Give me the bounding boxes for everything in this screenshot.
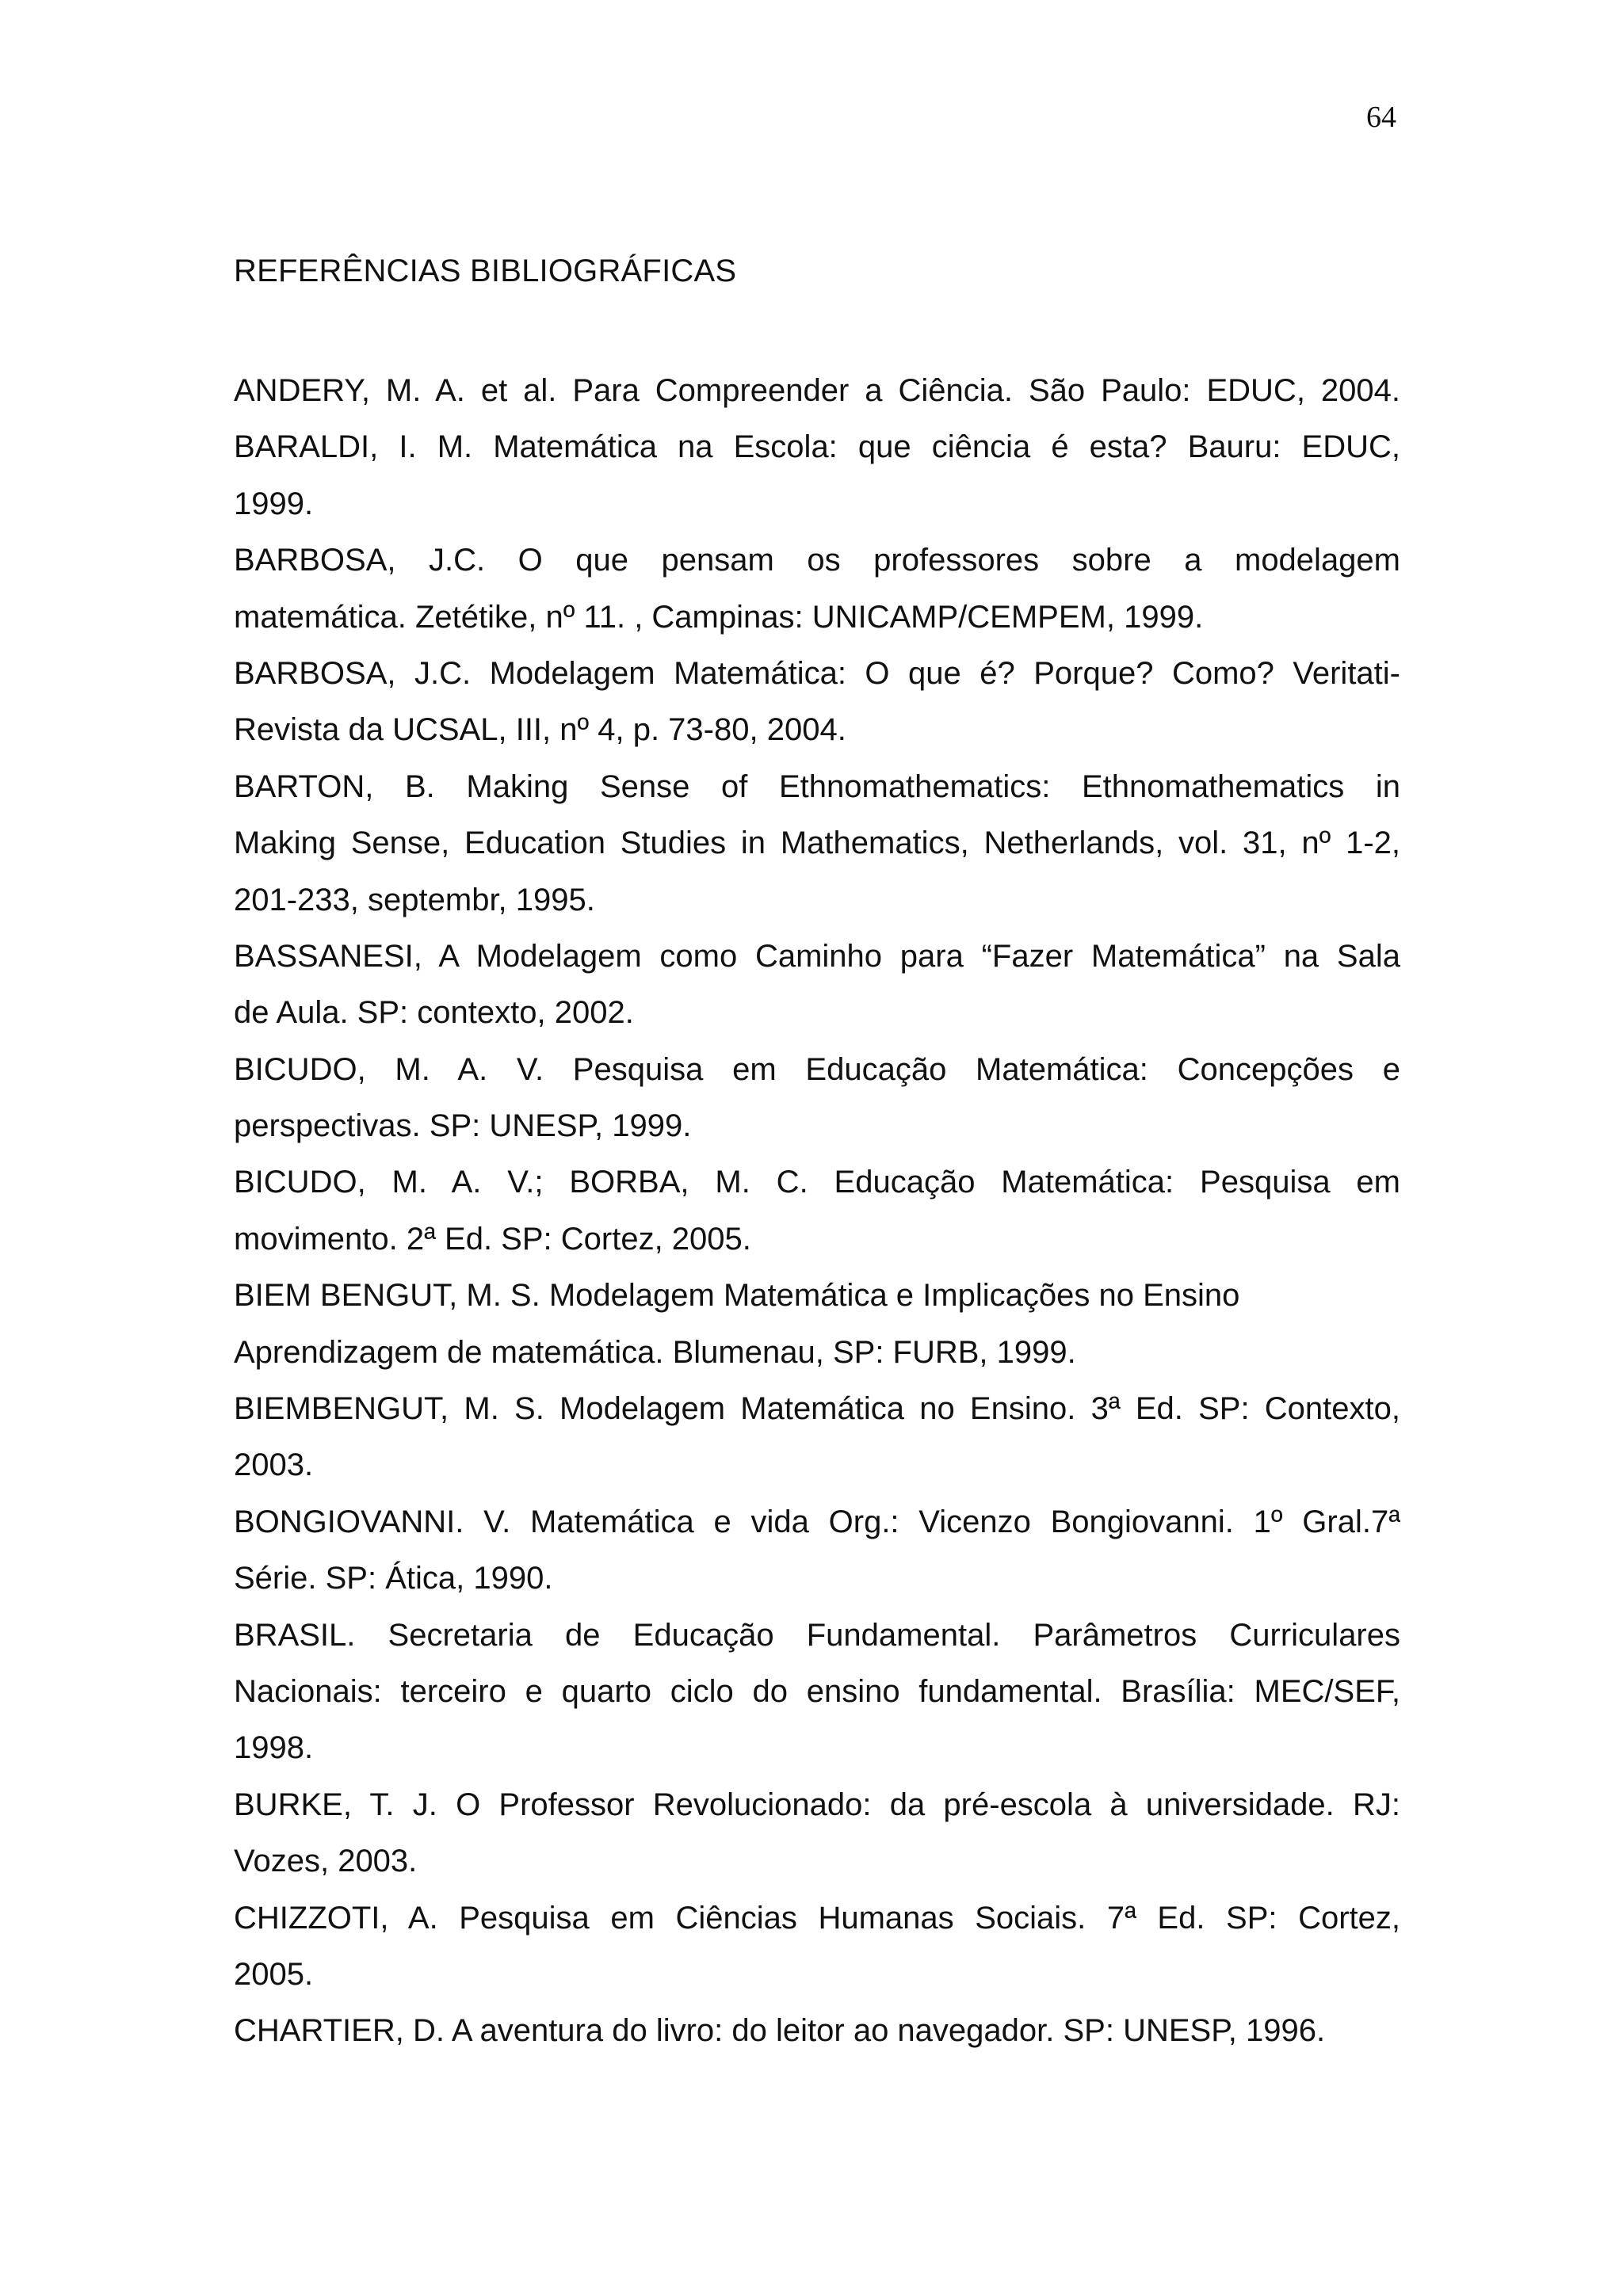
- reference-line: BARALDI, I. M. Matemática na Escola: que ciência é esta? Bauru: EDUC,: [234, 429, 1400, 465]
- reference-line: ANDERY, M. A. et al. Para Compreender a Ciência. São Paulo: EDUC, 2004.: [234, 373, 1400, 408]
- reference-line: Nacionais: terceiro e quarto ciclo do ensino fundamental. Brasília: MEC/SEF,: [234, 1673, 1400, 1709]
- references-list: [234, 363, 1400, 2060]
- reference-line: BASSANESI, A Modelagem como Caminho para “Fazer Matemática” na Sala: [234, 938, 1400, 974]
- reference-line: 1999.: [234, 486, 314, 521]
- page-number: 64: [1366, 101, 1396, 134]
- reference-line: 2005.: [234, 1956, 314, 1992]
- reference-line: Making Sense, Education Studies in Mathematics, Netherlands, vol. 31, nº 1-2,: [234, 826, 1400, 861]
- reference-line: 1998.: [234, 1730, 314, 1766]
- reference-line: BARTON, B. Making Sense of Ethnomathematics: Ethnomathematics in: [234, 769, 1400, 804]
- reference-line: BRASIL. Secretaria de Educação Fundamental. Parâmetros Curriculares: [234, 1617, 1400, 1653]
- reference-line: BONGIOVANNI. V. Matemática e vida Org.: Vicenzo Bongiovanni. 1º Gral.7ª: [234, 1504, 1400, 1539]
- reference-line: Série. SP: Ática, 1990.: [234, 1561, 553, 1596]
- reference-line: matemática. Zetétike, nº 11. , Campinas: UNICAMP/CEMPEM, 1999.: [234, 599, 1204, 635]
- reference-line: de Aula. SP: contexto, 2002.: [234, 995, 634, 1031]
- reference-line: Aprendizagem de matemática. Blumenau, SP: FURB, 1999.: [234, 1334, 1076, 1370]
- reference-line: CHIZZOTI, A. Pesquisa em Ciências Humanas Sociais. 7ª Ed. SP: Cortez,: [234, 1900, 1400, 1936]
- reference-line: BURKE, T. J. O Professor Revolucionado: da pré-escola à universidade. RJ:: [234, 1787, 1400, 1822]
- reference-line: perspectivas. SP: UNESP, 1999.: [234, 1108, 692, 1144]
- reference-line: movimento. 2ª Ed. SP: Cortez, 2005.: [234, 1221, 751, 1257]
- reference-line: Revista da UCSAL, III, nº 4, p. 73-80, 2004.: [234, 712, 846, 748]
- references-heading: REFERÊNCIAS BIBLIOGRÁFICAS: [234, 254, 737, 288]
- reference-line: BARBOSA, J.C. Modelagem Matemática: O que é? Porque? Como? Veritati-: [234, 655, 1400, 691]
- reference-line: CHARTIER, D. A aventura do livro: do leitor ao navegador. SP: UNESP, 1996.: [234, 2013, 1326, 2049]
- reference-line: BIEMBENGUT, M. S. Modelagem Matemática no Ensino. 3ª Ed. SP: Contexto,: [234, 1391, 1400, 1427]
- reference-line: Vozes, 2003.: [234, 1844, 418, 1879]
- reference-line: 201-233, septembr, 1995.: [234, 882, 595, 917]
- reference-line: BARBOSA, J.C. O que pensam os professores sobre a modelagem: [234, 543, 1400, 578]
- reference-line: BIEM BENGUT, M. S. Modelagem Matemática e Implicações no Ensino: [234, 1278, 1240, 1314]
- reference-line: BICUDO, M. A. V. Pesquisa em Educação Matemática: Concepções e: [234, 1051, 1400, 1087]
- reference-line: BICUDO, M. A. V.; BORBA, M. C. Educação Matemática: Pesquisa em: [234, 1165, 1400, 1200]
- reference-line: 2003.: [234, 1447, 314, 1483]
